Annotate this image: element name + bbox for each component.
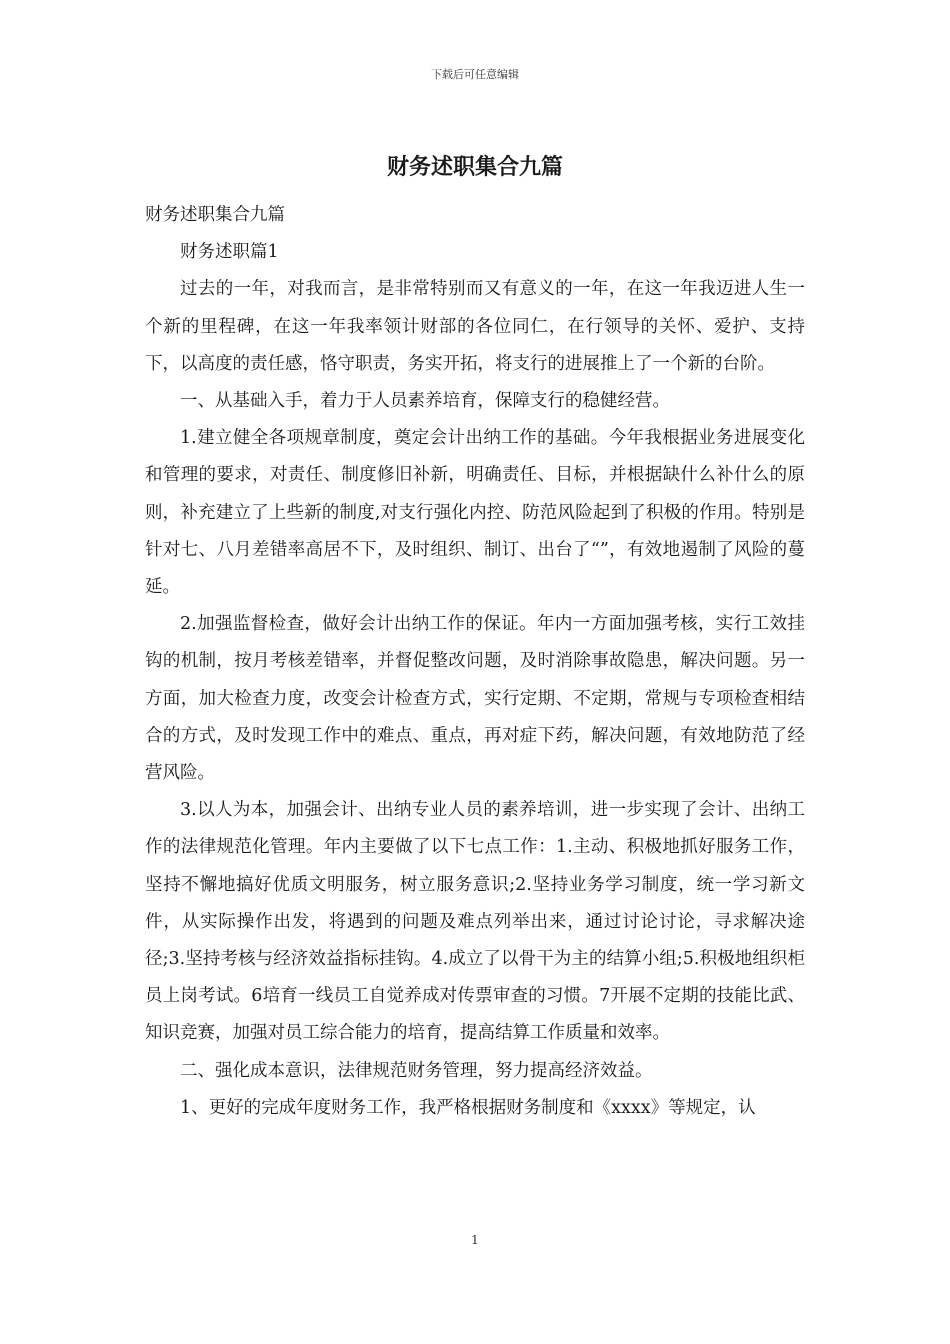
paragraph: 过去的一年，对我而言，是非常特别而又有意义的一年，在这一年我迈进人生一个新的里程碑，在这一年我率领计财部的各位同仁，在行领导的关怀、爱护、支持下，以高度的责任感，恪守职责，务实开拓，将支行的进展推上了一个新的台阶。: [145, 279, 805, 374]
paragraph: 3.以人为本，加强会计、出纳专业人员的素养培训，进一步实现了会计、出纳工作的法律规范化管理。年内主要做了以下七点工作：1.主动、积极地抓好服务工作，坚持不懈地搞好优质文明服务，树立服务意识;2.坚持业务学习制度，统一学习新文件，从实际操作出发，将遇到的问题及难点列举出来，通过讨论讨论，寻求解决途径;3.坚持考核与经济效益指标挂钩。4.成立了以骨干为主的结算小组;5.积极地组织柜员上岗考试。6培育一线员工自觉养成对传票审查的习惯。7开展不定期的技能比武、知识竞赛，加强对员工综合能力的培育，提高结算工作质量和效率。: [145, 800, 805, 1044]
section-heading: 财务述职篇1: [180, 242, 279, 263]
document-subtitle: 财务述职集合九篇: [145, 205, 285, 225]
paragraph: 一、从基础入手，着力于人员素养培育，保障支行的稳健经营。: [180, 391, 670, 412]
paragraph: 1.建立健全各项规章制度，奠定会计出纳工作的基础。今年我根据业务进展变化和管理的要求，对责任、制度修旧补新，明确责任、目标，并根据缺什么补什么的原则，补充建立了上些新的制度,对支行强化内控、防范风险起到了积极的作用。特别是针对七、八月差错率高居不下，及时组织、制订、出台了“”，有效地遏制了风险的蔓延。: [145, 428, 805, 598]
paragraph: 二、强化成本意识，法律规范财务管理，努力提高经济效益。: [180, 1060, 653, 1081]
document-title: 财务述职集合九篇: [386, 155, 563, 180]
paragraph: 1、更好的完成年度财务工作，我严格根据财务制度和《xxxx》等规定，认: [180, 1097, 756, 1118]
header-note: 下载后可任意编辑: [431, 68, 519, 81]
page-number: 1: [471, 1233, 479, 1247]
document-body: [145, 197, 805, 1127]
paragraph: 2.加强监督检查，做好会计出纳工作的保证。年内一方面加强考核，实行工效挂钩的机制，按月考核差错率，并督促整改问题，及时消除事故隐患，解决问题。另一方面，加大检查力度，改变会计检查方式，实行定期、不定期，常规与专项检查相结合的方式，及时发现工作中的难点、重点，再对症下药，解决问题，有效地防范了经营风险。: [145, 614, 805, 784]
